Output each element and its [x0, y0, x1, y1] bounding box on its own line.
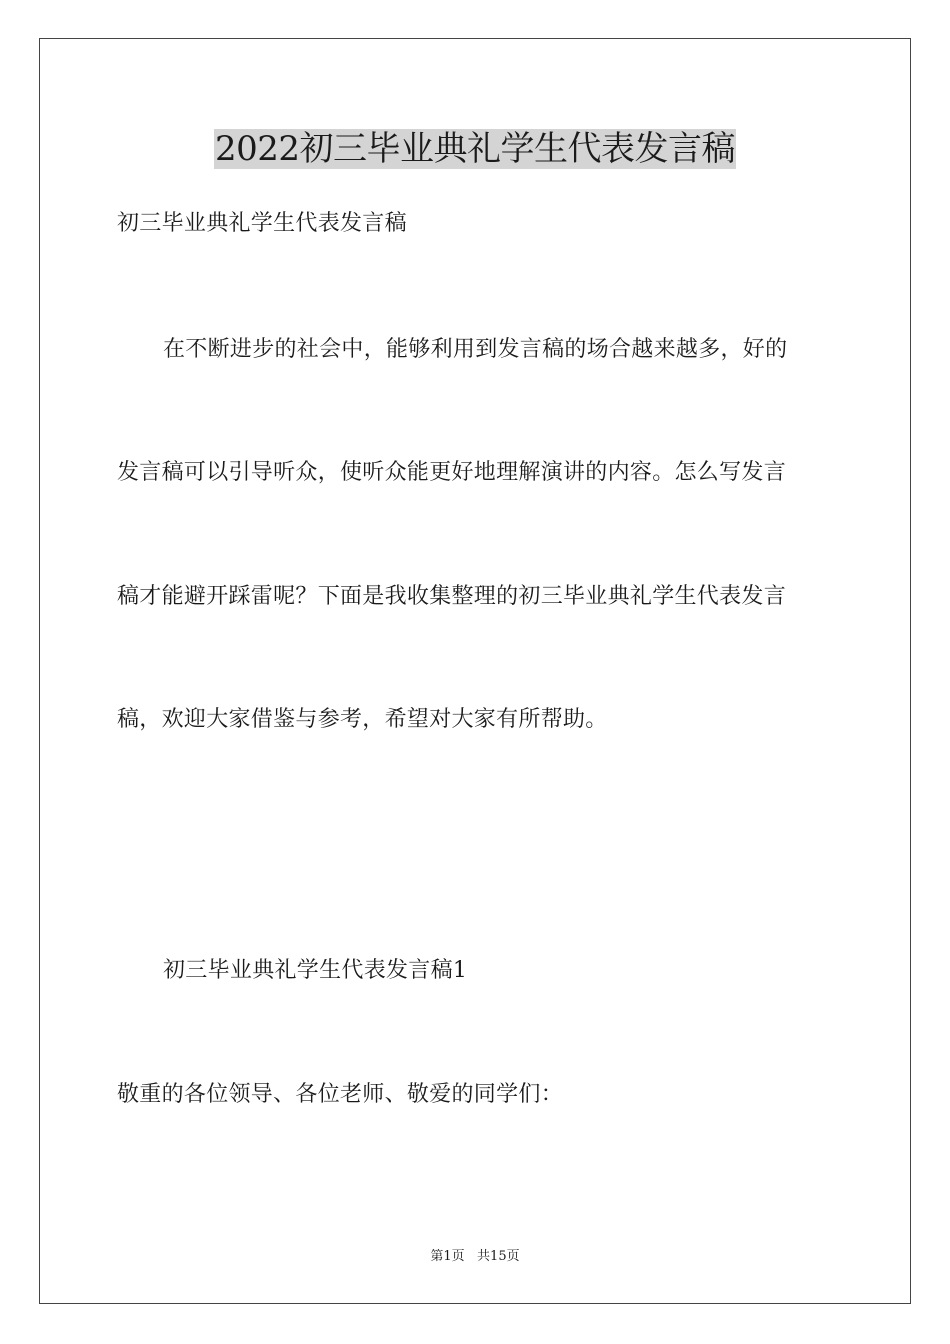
document-subtitle: 初三毕业典礼学生代表发言稿 — [117, 211, 407, 236]
document-title — [0, 124, 950, 174]
intro-line-2: 发言稿可以引导听众，使听众能更好地理解演讲的内容。怎么写发言 — [117, 460, 787, 485]
salutation: 敬重的各位领导、各位老师、敬爱的同学们： — [117, 1082, 564, 1107]
document-title-text: 2022初三毕业典礼学生代表发言稿 — [214, 129, 736, 169]
section-heading: 初三毕业典礼学生代表发言稿1 — [163, 958, 468, 983]
intro-line-3: 稿才能避开踩雷呢？下面是我收集整理的初三毕业典礼学生代表发言 — [117, 584, 787, 609]
intro-line-1: 在不断进步的社会中，能够利用到发言稿的场合越来越多，好的 — [163, 337, 788, 362]
page-footer: 第1页 共15页 — [430, 1249, 520, 1264]
intro-line-4: 稿，欢迎大家借鉴与参考，希望对大家有所帮助。 — [117, 707, 608, 732]
